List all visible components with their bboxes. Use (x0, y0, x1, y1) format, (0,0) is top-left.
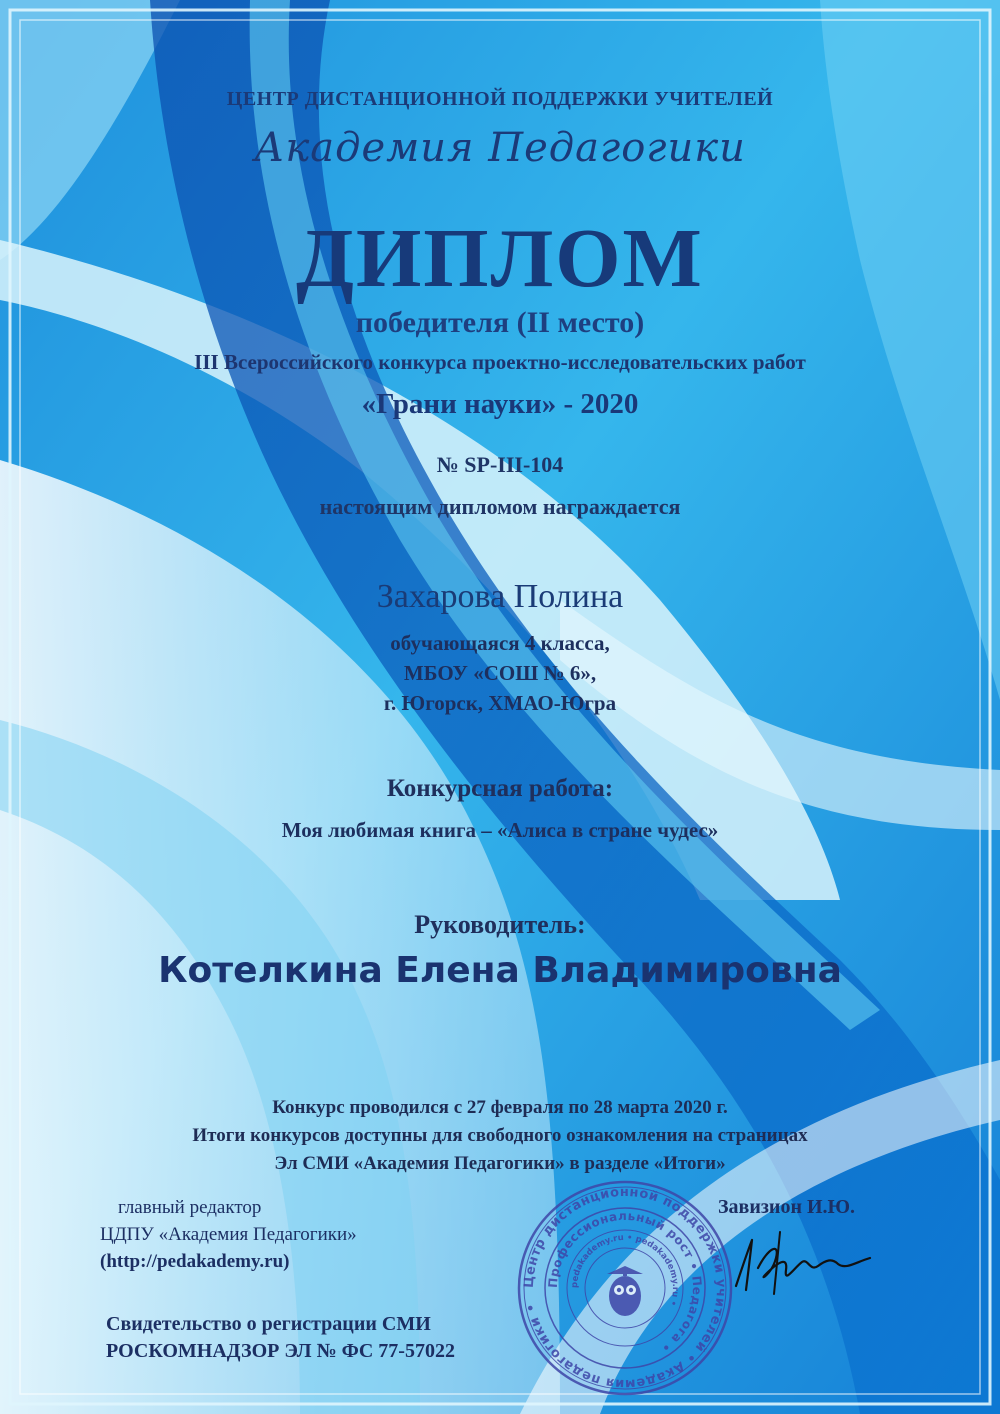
editor-name: Завизион И.Ю. (718, 1196, 856, 1218)
results-info-line-2: Эл СМИ «Академия Педагогики» в разделе «Итоги» (274, 1153, 726, 1174)
editor-org: ЦДПУ «Академия Педагогики» (100, 1224, 357, 1245)
winner-line: победителя (II место) (355, 306, 645, 339)
registration-line-1: Свидетельство о регистрации СМИ (106, 1313, 431, 1335)
contest-period: Конкурс проводился с 27 февраля по 28 марта 2020 г. (272, 1097, 728, 1118)
signature (728, 1228, 878, 1298)
editor-url: (http://pedakademy.ru) (100, 1251, 290, 1272)
logo-text: Академия Педагогики (254, 125, 746, 171)
stamp-outer-text: Центр дистанционной поддержки учителей • Академия педагогики • (521, 1184, 729, 1392)
registration-line-2: РОСКОМНАДЗОР ЭЛ № ФС 77-57022 (106, 1340, 455, 1362)
supervisor-label: Руководитель: (414, 910, 586, 939)
diploma-number: № SP-III-104 (436, 452, 564, 477)
participant-city: г. Югорск, ХМАО-Югра (383, 691, 617, 715)
owl-icon (607, 1266, 643, 1316)
center-name: ЦЕНТР ДИСТАНЦИОННОЙ ПОДДЕРЖКИ УЧИТЕЛЕЙ (226, 88, 774, 110)
participant-school: МБОУ «СОШ № 6», (403, 661, 597, 685)
work-title: Моя любимая книга – «Алиса в стране чудес» (281, 818, 719, 842)
stamp-inner-text: Профессиональный рост • Педагога • (545, 1208, 705, 1356)
diploma-title: ДИПЛОМ (296, 212, 704, 305)
stamp-url-text: pedakademy.ru • pedakademy.ru • (569, 1232, 681, 1308)
stamp-seal (515, 1178, 735, 1398)
contest-name: «Грани науки» - 2020 (361, 388, 639, 420)
results-info-line-1: Итоги конкурсов доступны для свободного ознакомления на страницах (192, 1125, 808, 1146)
editor-title: главный редактор (118, 1197, 262, 1218)
supervisor-name: Котелкина Елена Владимировна (158, 950, 842, 991)
participant-name: Захарова Полина (376, 578, 624, 615)
participant-class: обучающаяся 4 класса, (390, 631, 610, 655)
award-line: настоящим дипломом награждается (319, 494, 681, 519)
contest-line: III Всероссийского конкурса проектно-исследовательских работ (194, 350, 806, 374)
work-label: Конкурсная работа: (386, 775, 614, 802)
